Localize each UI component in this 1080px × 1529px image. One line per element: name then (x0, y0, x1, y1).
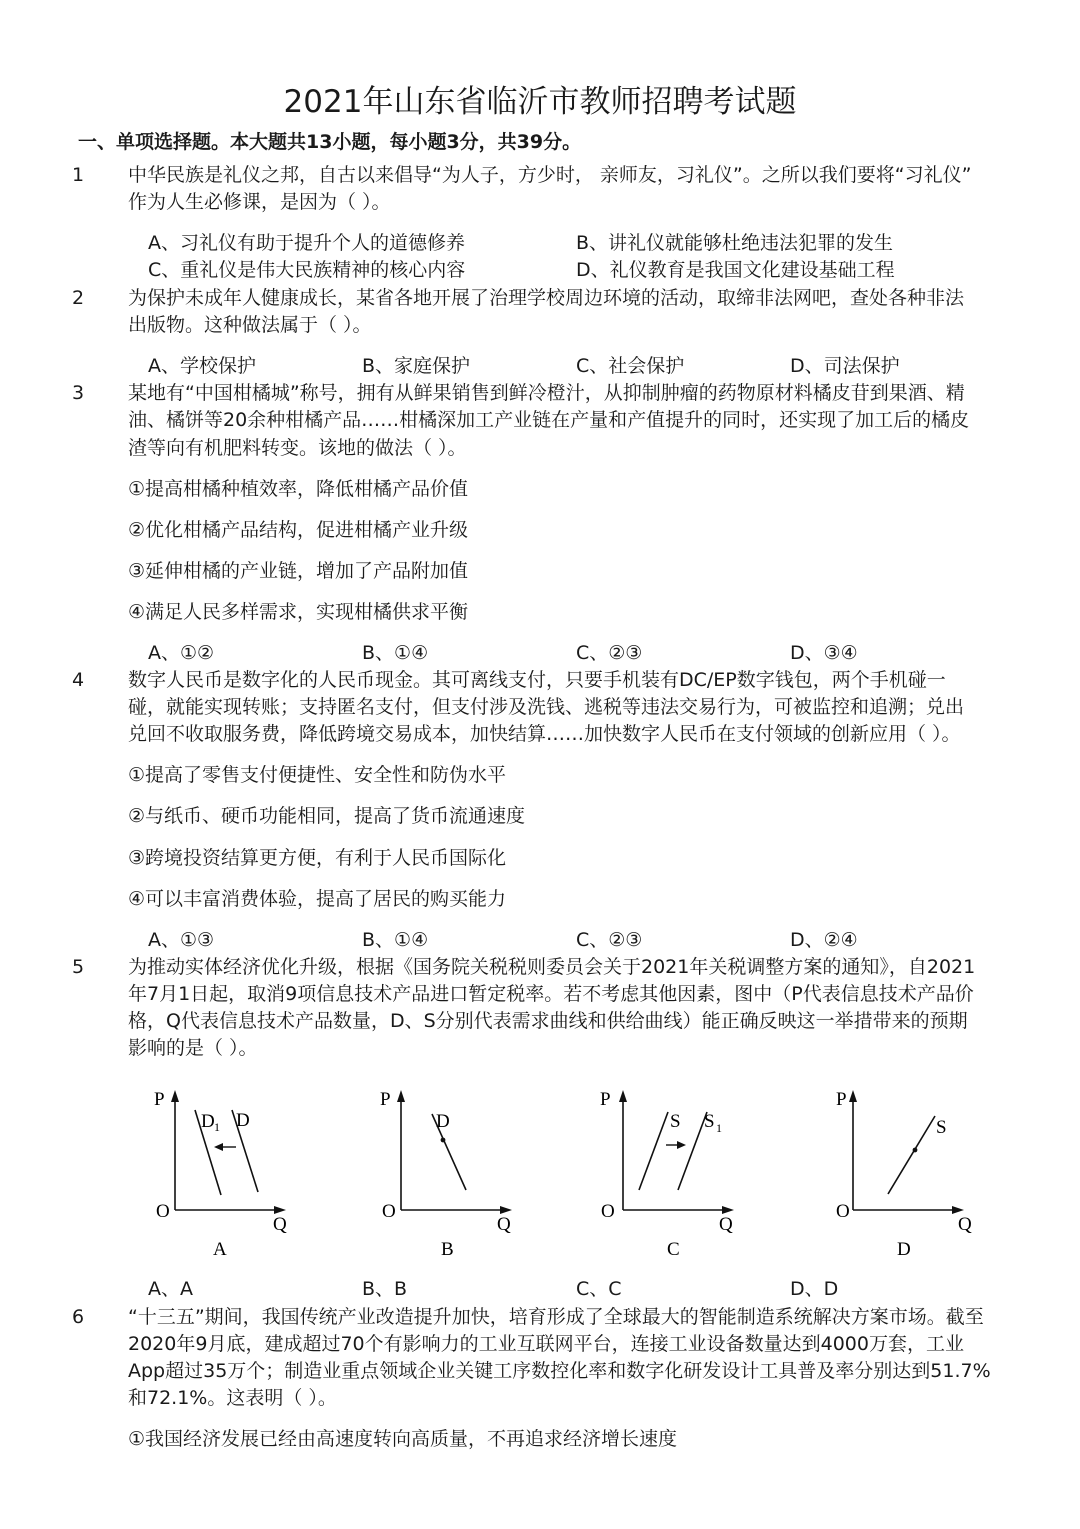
question-number: 4 (72, 669, 85, 691)
question-text: 为推动实体经济优化升级，根据《国务院关税税则委员会关于2021年关税调整方案的通知》，自2021 (128, 956, 976, 978)
question-number: 1 (72, 164, 85, 186)
question-text: 兑回不收取服务费，降低跨境交易成本，加快结算……加快数字人民币在支付领域的创新应用（ ）。 (128, 723, 961, 745)
option-b[interactable]: B、家庭保护 (362, 355, 471, 377)
curve-label-subscript: 1 (214, 1120, 220, 1134)
graph-caption: D (897, 1239, 911, 1260)
curve-label-d1: D (201, 1111, 215, 1132)
question-text: 碰，就能实现转账；支持匿名支付，但支付涉及洗钱、逃税等违法交易行为，可被监控和追溯；兑出 (128, 696, 965, 718)
question-text: 出版物。这种做法属于（ ）。 (128, 314, 372, 336)
curve-label-s1: S (704, 1111, 715, 1132)
q-label: Q (719, 1214, 733, 1235)
option-a[interactable]: A、学校保护 (148, 355, 256, 377)
shift-arrow-head (677, 1141, 686, 1149)
statement-item: ②与纸币、硬币功能相同，提高了货币流通速度 (128, 805, 526, 827)
option-a[interactable]: A、A (148, 1278, 193, 1300)
supply-curve (888, 1116, 935, 1194)
origin-label: O (382, 1201, 396, 1222)
statement-item: ①提高了零售支付便捷性、安全性和防伪水平 (128, 764, 507, 786)
statement-item: ③跨境投资结算更方便，有利于人民币国际化 (128, 847, 507, 869)
option-c[interactable]: C、②③ (576, 929, 643, 951)
option-d[interactable]: D、礼仪教育是我国文化建设基础工程 (576, 259, 895, 281)
statement-item: ③延伸柑橘的产业链，增加了产品附加值 (128, 560, 469, 582)
option-d[interactable]: D、司法保护 (790, 355, 900, 377)
curve-label-d: D (436, 1111, 450, 1132)
graph-caption: A (213, 1239, 227, 1260)
option-c[interactable]: C、重礼仪是伟大民族精神的核心内容 (148, 259, 466, 281)
question-text: 影响的是（ ）。 (128, 1037, 258, 1059)
curve-label-s: S (936, 1117, 947, 1138)
option-c[interactable]: C、C (576, 1278, 622, 1300)
p-label: P (836, 1089, 847, 1110)
page-title: 2021年山东省临沂市教师招聘考试题 (283, 84, 797, 120)
q-label: Q (497, 1214, 511, 1235)
question-text: 2020年9月底，建成超过70个有影响力的工业互联网平台，连接工业设备数量达到4000万套，工业 (128, 1333, 964, 1355)
section-heading: 一、单项选择题。本大题共13小题，每小题3分，共39分。 (78, 131, 582, 153)
option-d[interactable]: D、③④ (790, 642, 858, 664)
supply-curve-s (639, 1112, 668, 1190)
curve-label-s: S (670, 1111, 681, 1132)
statement-item: ①我国经济发展已经由高速度转向高质量，不再追求经济增长速度 (128, 1428, 678, 1450)
statement-item: ②优化柑橘产品结构，促进柑橘产业升级 (128, 519, 469, 541)
option-b[interactable]: B、B (362, 1278, 408, 1300)
statement-item: ①提高柑橘种植效率，降低柑橘产品价值 (128, 478, 469, 500)
curve-label-d: D (236, 1110, 250, 1131)
option-d[interactable]: D、②④ (790, 929, 858, 951)
question-text: 油、橘饼等20余种柑橘产品……柑橘深加工产业链在产量和产值提升的同时，还实现了加工后的橘皮 (128, 409, 970, 431)
statement-item: ④可以丰富消费体验，提高了居民的购买能力 (128, 888, 507, 910)
graph-a (148, 1082, 298, 1262)
question-number: 6 (72, 1306, 85, 1328)
option-b[interactable]: B、①④ (362, 929, 429, 951)
p-label: P (380, 1089, 391, 1110)
supply-curve-s1 (678, 1112, 707, 1190)
x-axis-arrow (500, 1206, 512, 1214)
p-label: P (154, 1089, 165, 1110)
x-axis-arrow (952, 1206, 964, 1214)
graph-b (374, 1082, 524, 1262)
question-number: 3 (72, 382, 85, 404)
y-axis-arrow (619, 1090, 627, 1102)
point-marker (913, 1148, 918, 1153)
x-axis-arrow (274, 1206, 286, 1214)
question-text: 中华民族是礼仪之邦，自古以来倡导“为人子，方少时， 亲师友，习礼仪”。之所以我们要将“习礼仪” (128, 164, 972, 186)
question-number: 5 (72, 956, 85, 978)
option-c[interactable]: C、②③ (576, 642, 643, 664)
curve-label-subscript: 1 (716, 1121, 722, 1135)
option-a[interactable]: A、习礼仪有助于提升个人的道德修养 (148, 232, 465, 254)
p-label: P (600, 1089, 611, 1110)
graph-d (836, 1082, 986, 1262)
origin-label: O (836, 1201, 850, 1222)
option-a[interactable]: A、①② (148, 642, 215, 664)
option-a[interactable]: A、①③ (148, 929, 215, 951)
shift-arrow-head (214, 1143, 223, 1151)
question-text: 为保护未成年人健康成长，某省各地开展了治理学校周边环境的活动，取缔非法网吧，查处各种非法 (128, 287, 965, 309)
option-b[interactable]: B、讲礼仪就能够杜绝违法犯罪的发生 (576, 232, 894, 254)
q-label: Q (273, 1214, 287, 1235)
graph-caption: B (441, 1239, 454, 1260)
y-axis-arrow (849, 1090, 857, 1102)
q-label: Q (958, 1214, 972, 1235)
y-axis-arrow (171, 1090, 179, 1102)
point-marker (441, 1138, 446, 1143)
question-text: 渣等向有机肥料转变。该地的做法（ ）。 (128, 437, 467, 459)
question-text: App超过35万个；制造业重点领域企业关键工序数控化率和数字化研发设计工具普及率分别达到51.7% (128, 1360, 991, 1382)
x-axis-arrow (722, 1206, 734, 1214)
question-text: 作为人生必修课，是因为（ ）。 (128, 191, 391, 213)
question-text: 和72.1%。这表明（ ）。 (128, 1387, 337, 1409)
question-text: 某地有“中国柑橘城”称号，拥有从鲜果销售到鲜冷橙汁，从抑制肿瘤的药物原材料橘皮苷到果酒、精 (128, 382, 965, 404)
question-text: “十三五”期间，我国传统产业改造提升加快，培育形成了全球最大的智能制造系统解决方案市场。截至 (128, 1306, 984, 1328)
question-text: 格，Q代表信息技术产品数量，D、S分别代表需求曲线和供给曲线）能正确反映这一举措带来的预期 (128, 1010, 968, 1032)
question-text: 数字人民币是数字化的人民币现金。其可离线支付，只要手机装有DC/EP数字钱包，两个手机碰一 (128, 669, 946, 691)
option-b[interactable]: B、①④ (362, 642, 429, 664)
option-c[interactable]: C、社会保护 (576, 355, 685, 377)
origin-label: O (156, 1201, 170, 1222)
question-number: 2 (72, 287, 85, 309)
option-d[interactable]: D、D (790, 1278, 839, 1300)
graph-c (596, 1082, 746, 1262)
statement-item: ④满足人民多样需求，实现柑橘供求平衡 (128, 601, 469, 623)
origin-label: O (601, 1201, 615, 1222)
y-axis-arrow (397, 1090, 405, 1102)
graph-caption: C (667, 1239, 680, 1260)
question-text: 年7月1日起，取消9项信息技术产品进口暂定税率。若不考虑其他因素，图中（P代表信息技术产品价 (128, 983, 974, 1005)
